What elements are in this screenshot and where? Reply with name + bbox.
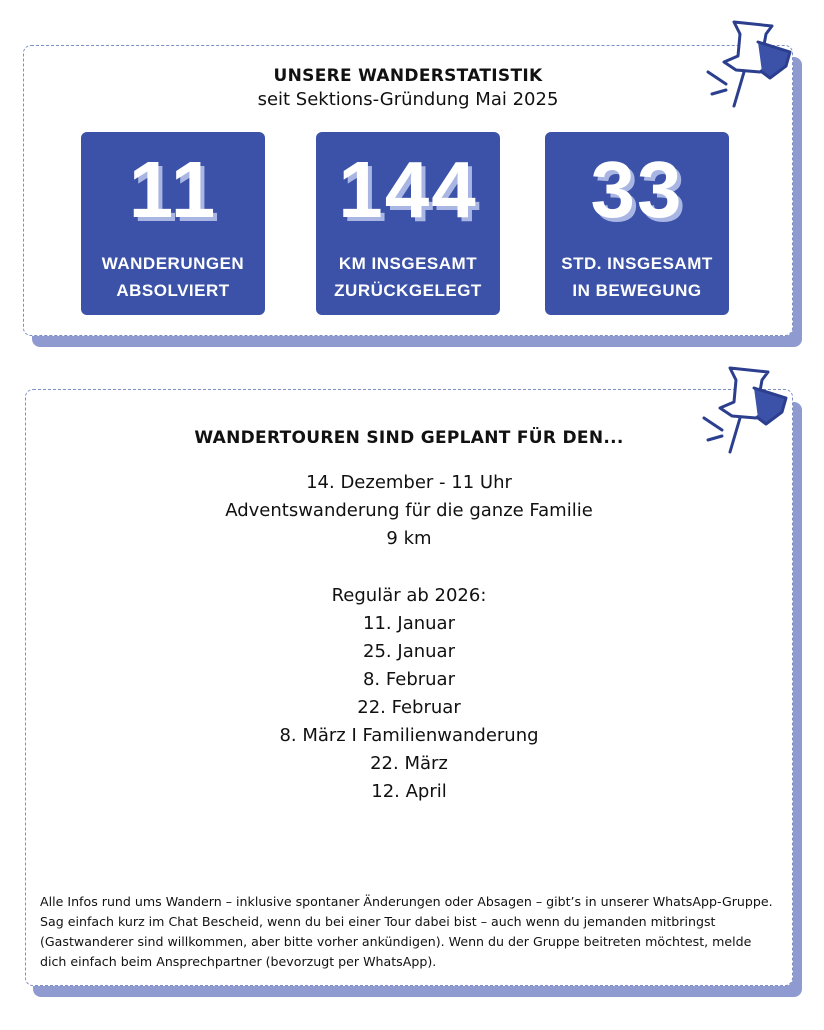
stat-km-value: 144 bbox=[338, 145, 478, 234]
stats-subtitle: seit Sektions-Gründung Mai 2025 bbox=[257, 89, 559, 110]
stat-km-label-line1: KM INSGESAMT bbox=[338, 254, 478, 273]
tours-card bbox=[25, 389, 793, 986]
tour-date: 25. Januar bbox=[363, 641, 455, 662]
stats-card bbox=[23, 45, 793, 336]
stat-km bbox=[316, 132, 500, 315]
stat-km-label bbox=[316, 250, 500, 304]
tours-title: WANDERTOUREN SIND GEPLANT FÜR DEN... bbox=[194, 428, 624, 448]
next-tour-name: Adventswanderung für die ganze Familie bbox=[225, 500, 593, 521]
stat-hours-label-line1: STD. INSGESAMT bbox=[561, 254, 713, 273]
stat-hikes bbox=[81, 132, 265, 315]
next-tour-date: 14. Dezember - 11 Uhr bbox=[306, 472, 512, 493]
tour-date: 22. März bbox=[370, 753, 448, 774]
stat-hours bbox=[545, 132, 729, 315]
stat-hours-label-line2: IN BEWEGUNG bbox=[572, 281, 702, 300]
next-tour-distance: 9 km bbox=[386, 528, 432, 549]
tour-date: 11. Januar bbox=[363, 613, 455, 634]
tour-date: 8. März I Familienwanderung bbox=[279, 725, 539, 746]
pushpin-icon bbox=[696, 360, 796, 458]
stat-hours-value: 33 bbox=[590, 145, 684, 234]
pushpin-icon bbox=[700, 14, 800, 112]
stat-hikes-label-line2: ABSOLVIERT bbox=[116, 281, 230, 300]
tour-date: 8. Februar bbox=[362, 669, 455, 690]
stat-hikes-label-line1: WANDERUNGEN bbox=[101, 254, 245, 273]
info-text: Alle Infos rund ums Wandern – inklusive spontaner Änderungen oder Absagen – gibt’s in unserer WhatsApp-Gruppe. Sag einfach kurz im Chat Bescheid, wenn du bei einer Tour dabei bist – auch wenn du jemanden mitbringst (Gastwanderer sind willkommen, aber bitte vorher ankündigen). Wenn du der Gruppe beitreten möchtest, melde dich einfach beim Ansprechpartner (bevorzugt per WhatsApp). bbox=[40, 894, 773, 969]
regular-heading: Regulär ab 2026: bbox=[331, 585, 487, 606]
stat-hikes-label bbox=[81, 250, 265, 304]
stat-hours-label bbox=[545, 250, 729, 304]
tour-date: 12. April bbox=[371, 781, 447, 802]
stat-km-label-line2: ZURÜCKGELEGT bbox=[334, 281, 482, 300]
stat-hikes-value: 11 bbox=[128, 145, 218, 234]
tour-date: 22. Februar bbox=[357, 697, 461, 718]
stats-title: UNSERE WANDERSTATISTIK bbox=[273, 66, 543, 86]
